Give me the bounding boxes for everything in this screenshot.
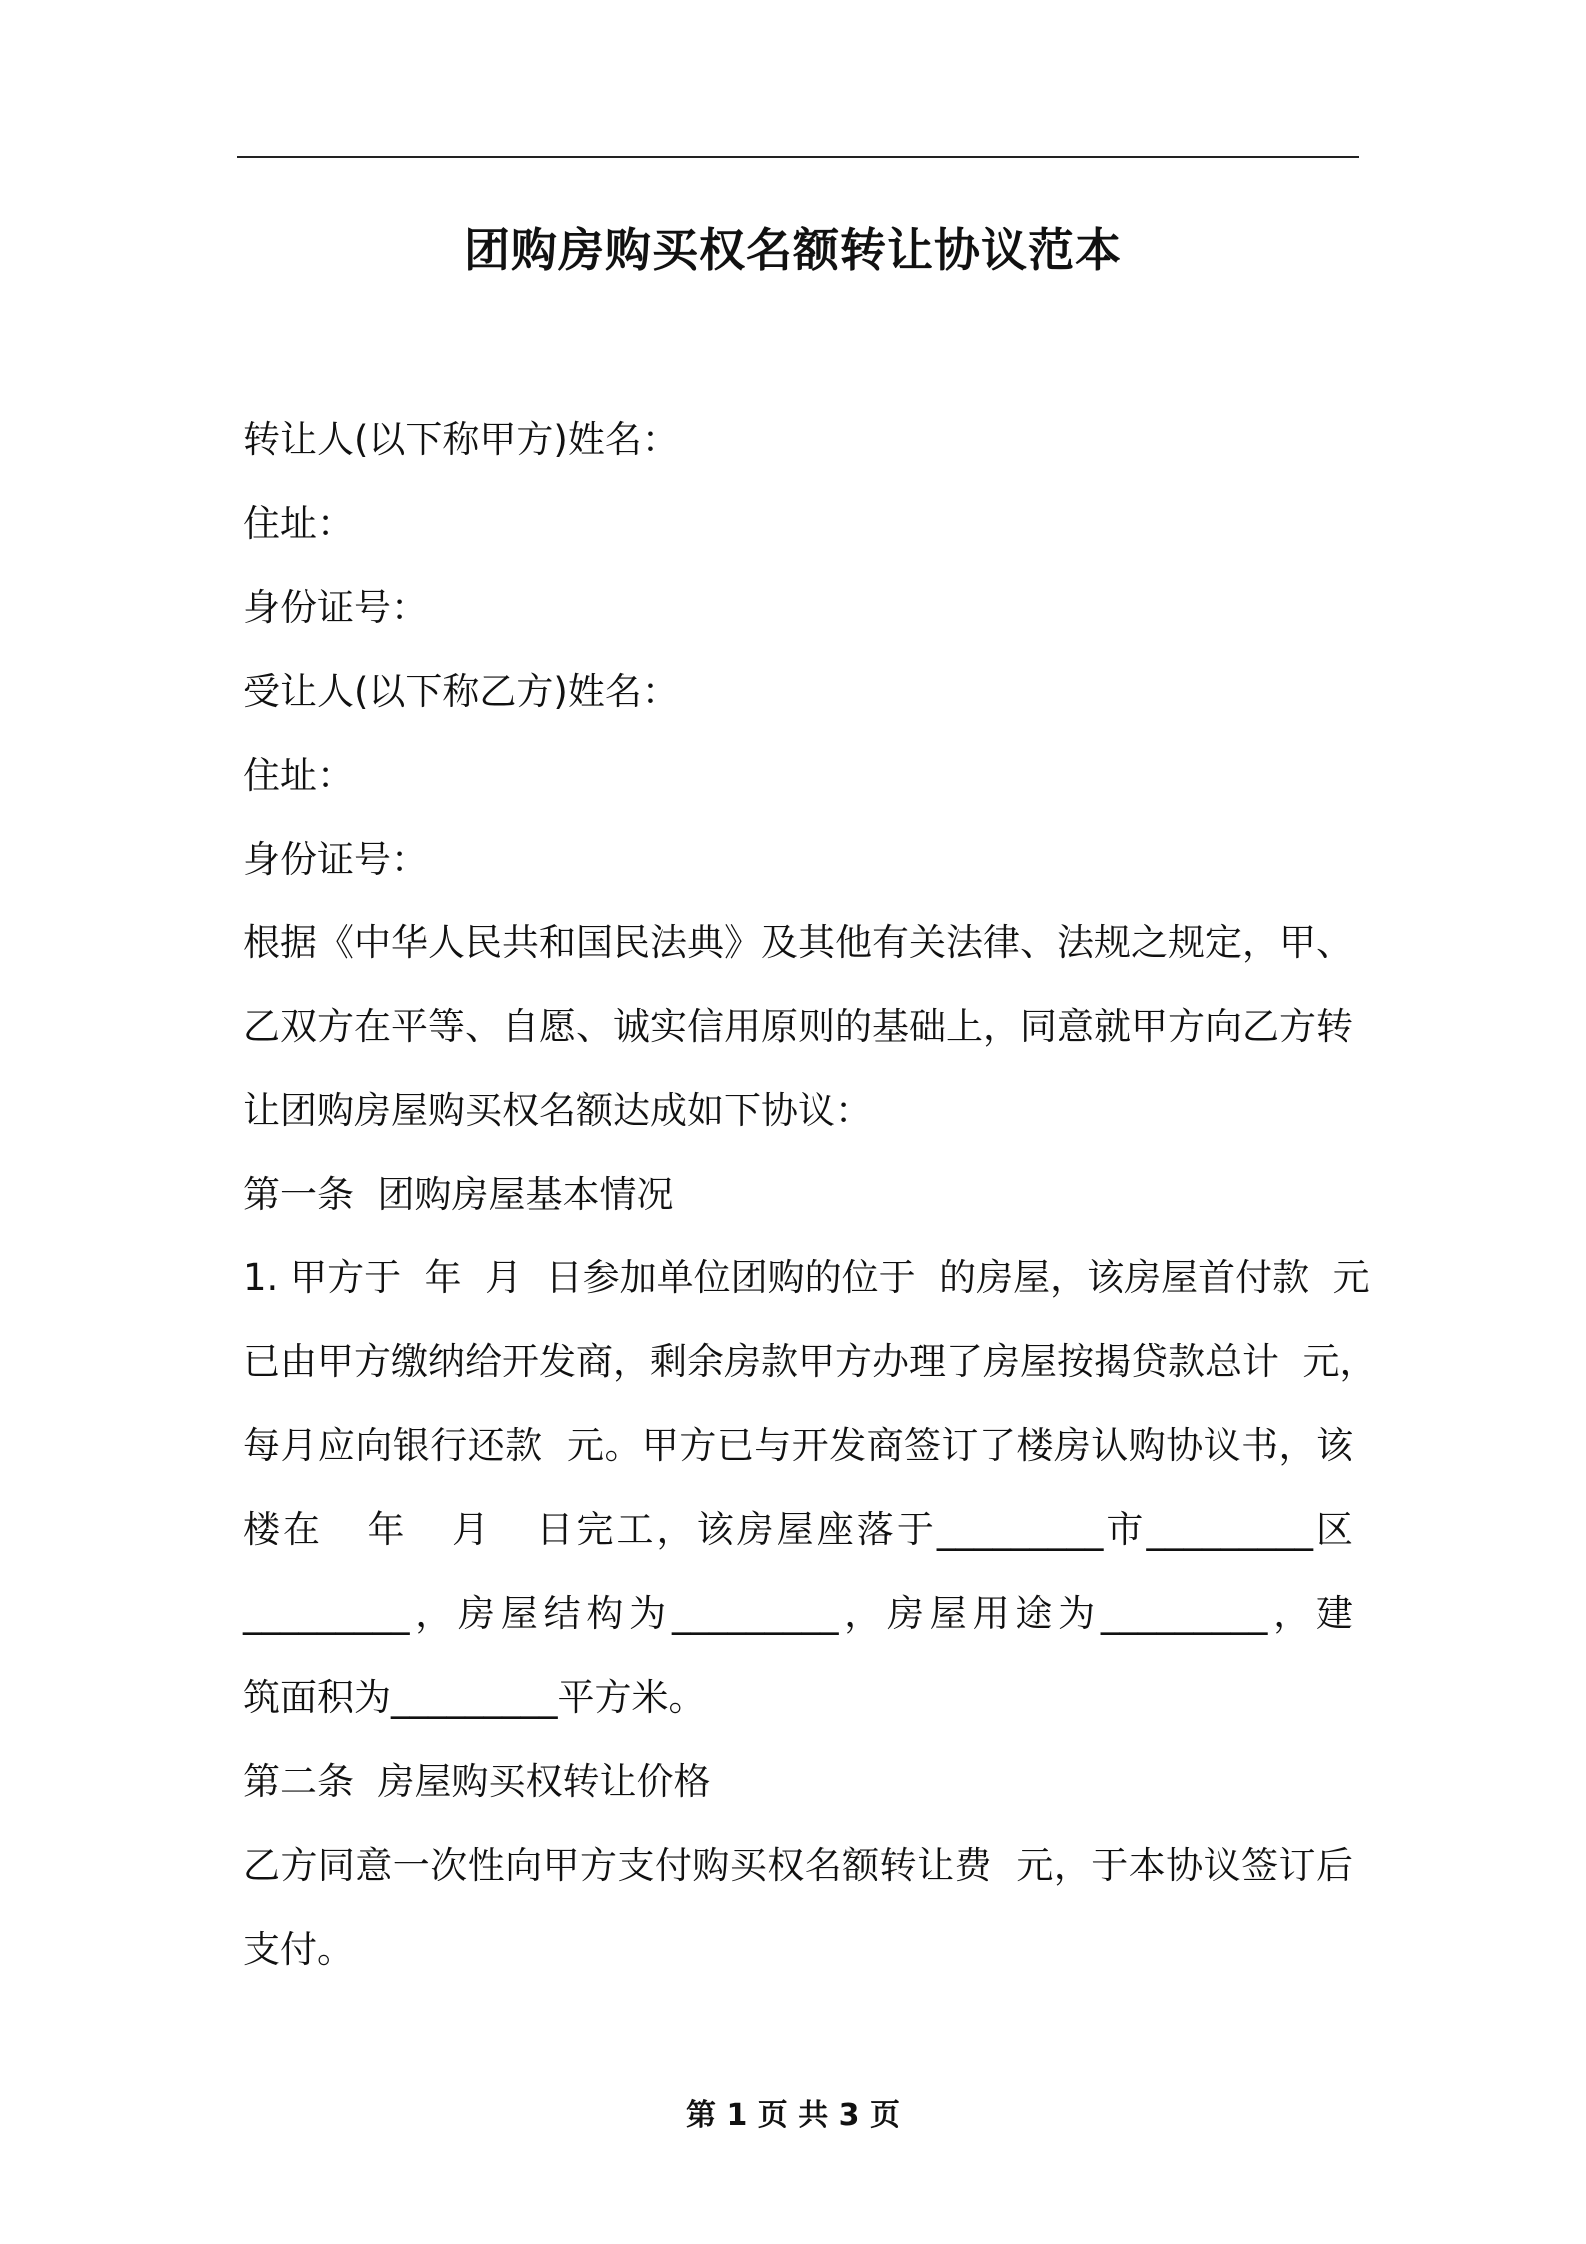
article-2-para-line-2: 支付。 (243, 1928, 354, 1971)
preamble-line-2: 乙双方在平等、自愿、诚实信用原则的基础上，同意就甲方向乙方转 (243, 1005, 1353, 1048)
preamble-line-3: 让团购房屋购买权名额达成如下协议： (243, 1089, 872, 1132)
article-1-para-line-3: 每月应向银行还款 元。甲方已与开发商签订了楼房认购协议书，该 (243, 1424, 1353, 1467)
transferor-address-line: 住址： (243, 502, 354, 545)
article-1-para-line-1: 1. 甲方于 年 月 日参加单位团购的位于 的房屋，该房屋首付款 元 (243, 1256, 1370, 1299)
document-title: 团购房购买权名额转让协议范本 (464, 223, 1122, 277)
header-rule (237, 156, 1359, 158)
preamble-line-1: 根据《中华人民共和国民法典》及其他有关法律、法规之规定，甲、 (243, 921, 1353, 964)
transferor-name-line: 转让人(以下称甲方)姓名： (243, 418, 679, 461)
article-2-heading: 第二条 房屋购买权转让价格 (243, 1760, 711, 1803)
transferor-id-line: 身份证号： (243, 586, 428, 629)
page-number-footer: 第 1 页 共 3 页 (686, 2098, 900, 2133)
article-1-para-line-6: 筑面积为_________平方米。 (243, 1676, 706, 1719)
article-1-para-line-2: 已由甲方缴纳给开发商，剩余房款甲方办理了房屋按揭贷款总计 元， (243, 1340, 1377, 1383)
article-1-para-line-4: 楼在 年 月 日完工，该房屋座落于_________市_________区 (243, 1508, 1353, 1551)
transferee-name-line: 受让人(以下称乙方)姓名： (243, 670, 679, 713)
article-2-para-line-1: 乙方同意一次性向甲方支付购买权名额转让费 元，于本协议签订后 (243, 1844, 1353, 1887)
article-1-heading: 第一条 团购房屋基本情况 (243, 1173, 674, 1216)
transferee-address-line: 住址： (243, 754, 354, 797)
transferee-id-line: 身份证号： (243, 838, 428, 881)
article-1-para-line-5: _________，房屋结构为_________，房屋用途为_________，建 (243, 1592, 1353, 1635)
